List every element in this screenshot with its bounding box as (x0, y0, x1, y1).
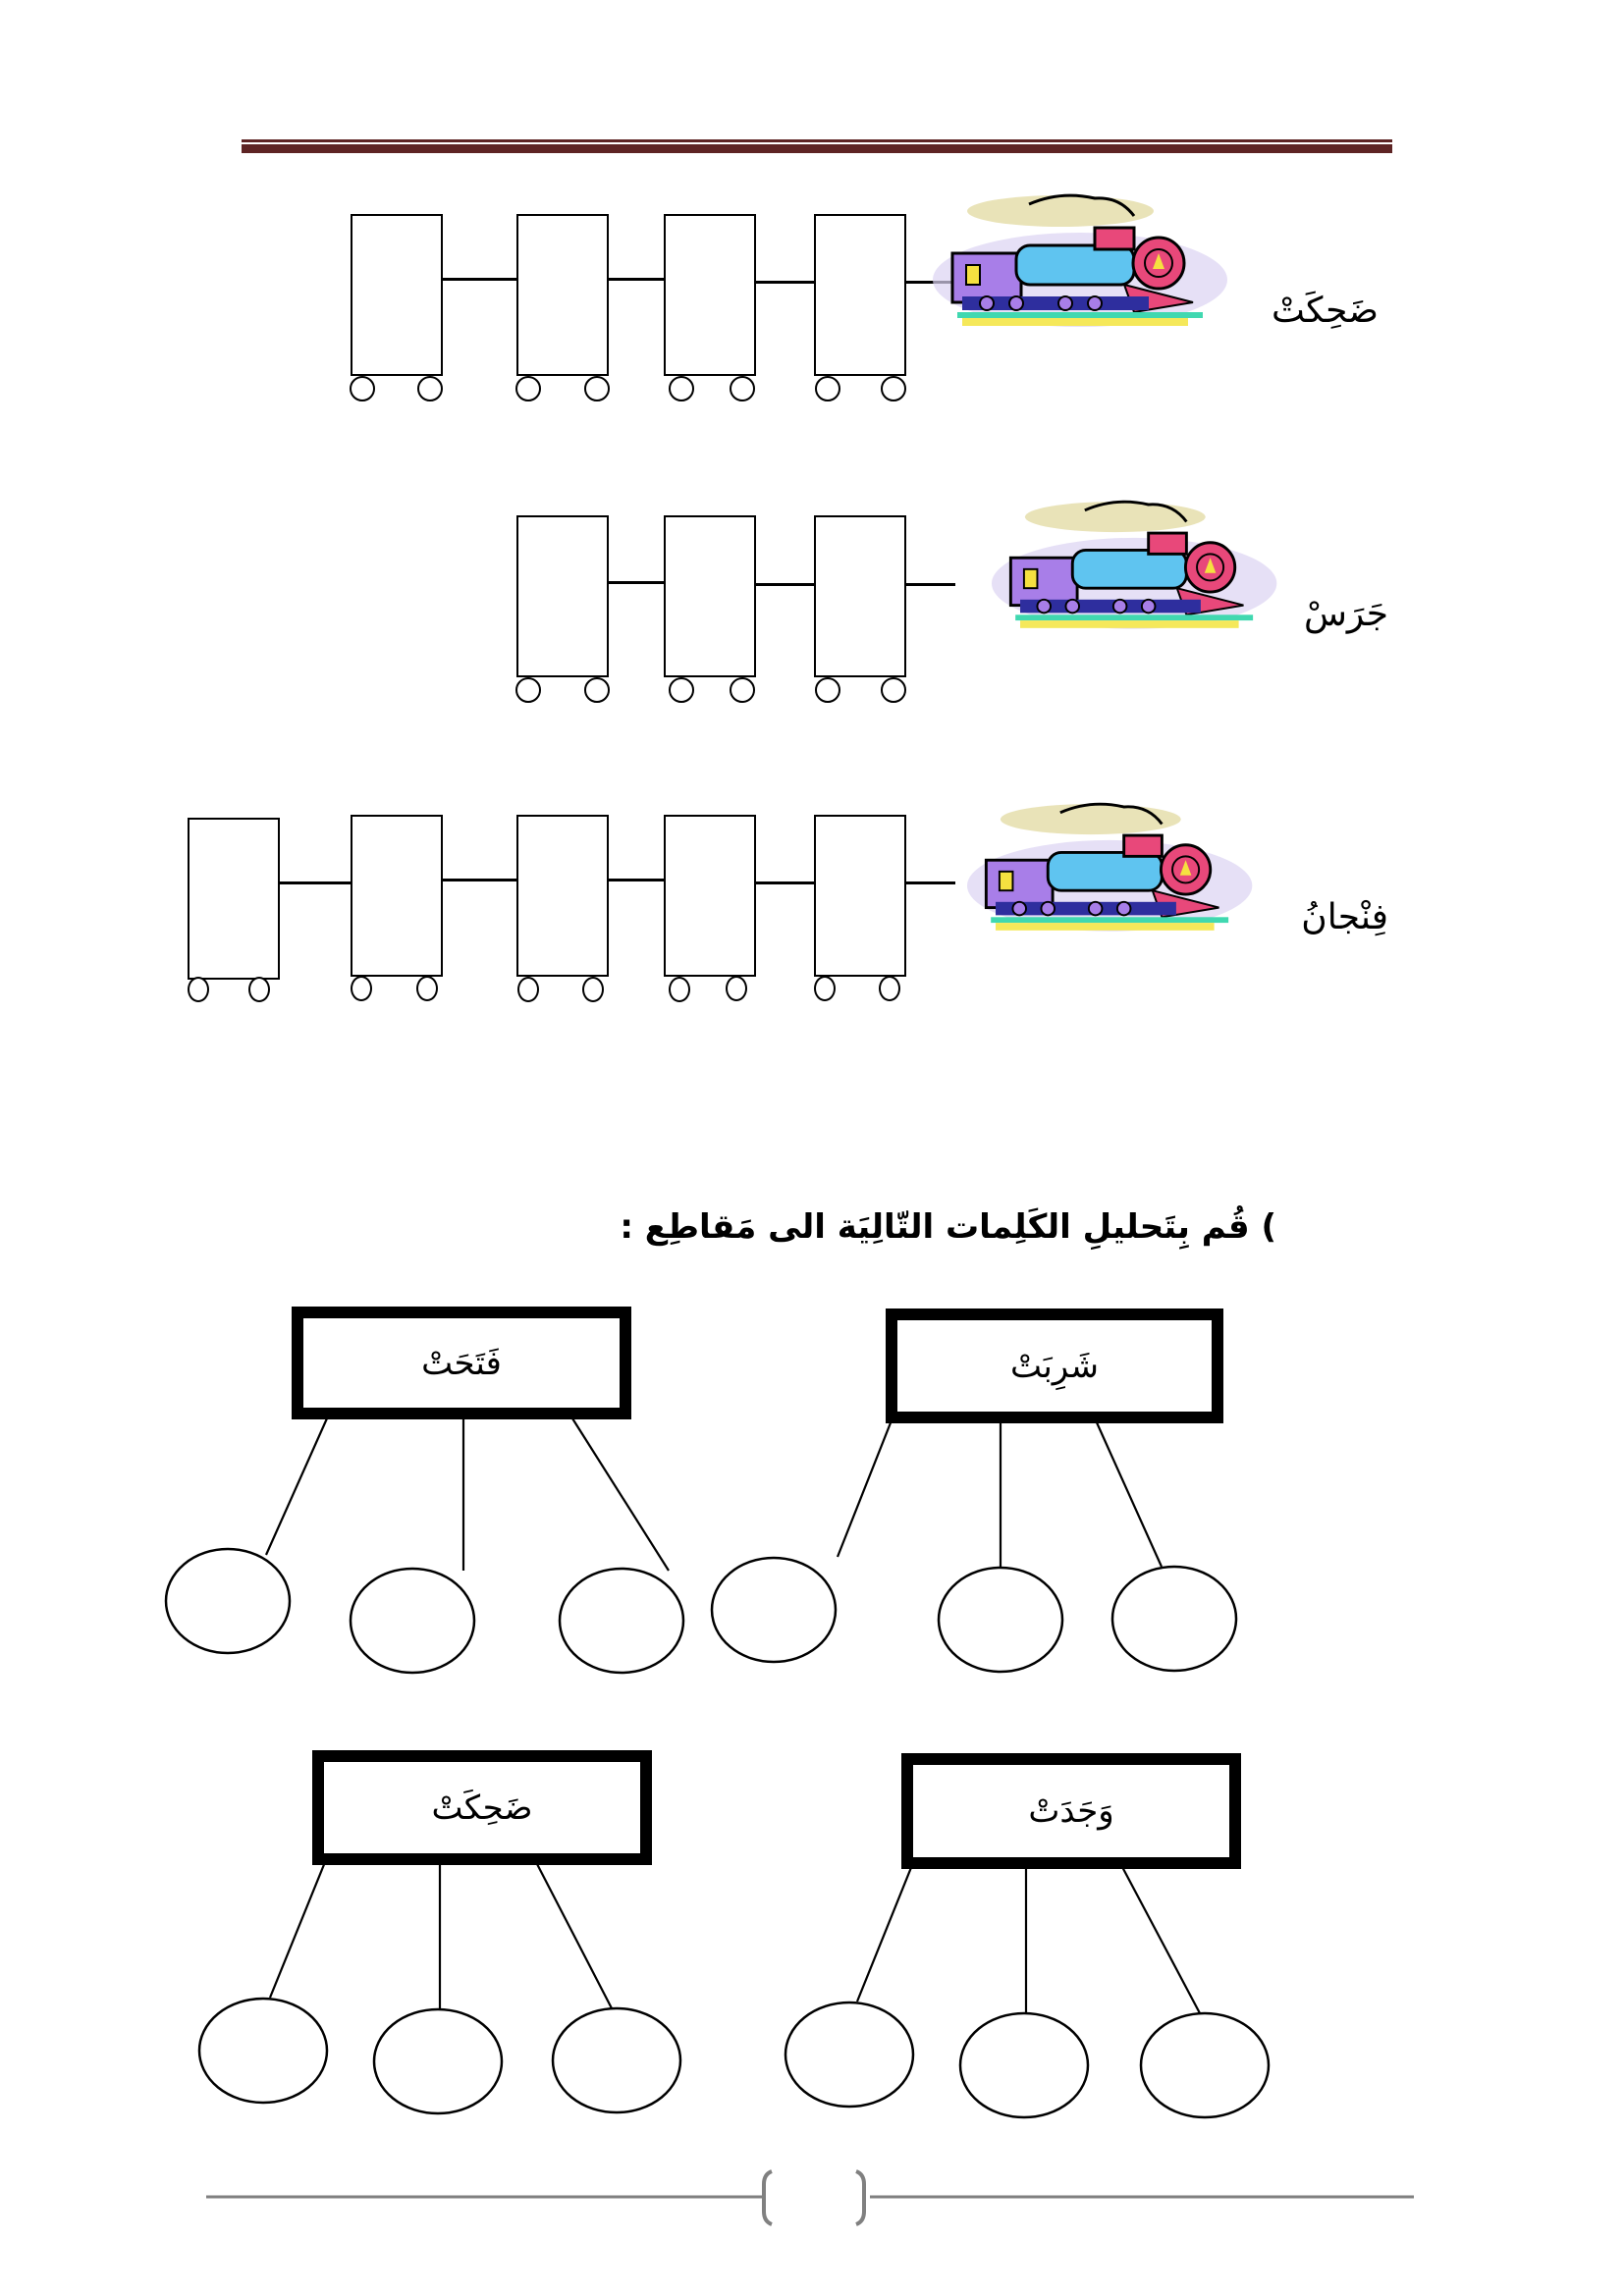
word-box-top-left: فَتَحَتْ (292, 1307, 631, 1419)
syllable-circle-answer-slot[interactable] (351, 1569, 474, 1673)
syllable-circle-answer-slot[interactable] (1141, 2013, 1269, 2117)
syllable-circle-answer-slot[interactable] (166, 1549, 290, 1653)
syllable-circle-answer-slot[interactable] (560, 1569, 683, 1673)
word-box-bottom-left: ضَحِكَتْ (312, 1750, 652, 1865)
syllable-circle-answer-slot[interactable] (939, 1568, 1062, 1672)
syllable-circle-answer-slot[interactable] (712, 1558, 836, 1662)
syllable-circle-answer-slot[interactable] (199, 1999, 327, 2103)
exercise-instruction: ) قُم بِتَحليلِ الكَلِمات التّالِيَة الى مَقاطِع : (620, 1207, 1276, 1247)
word-box-top-right: شَرِبَتْ (886, 1308, 1223, 1423)
train-word-label: جَرَسْ (1303, 594, 1388, 634)
syllable-circle-answer-slot[interactable] (960, 2013, 1088, 2117)
syllable-circle-answer-slot[interactable] (553, 2008, 680, 2112)
page-number (766, 2184, 874, 2243)
train-word-label: ضَحِكَتْ (1271, 291, 1379, 331)
syllable-circle-answer-slot[interactable] (785, 2002, 913, 2107)
word-box-bottom-right: وَجَدَتْ (901, 1753, 1241, 1869)
syllable-circle-answer-slot[interactable] (374, 2009, 502, 2113)
train-word-label: فِنْجانُ (1301, 897, 1388, 937)
syllable-circle-answer-slot[interactable] (1112, 1567, 1236, 1671)
